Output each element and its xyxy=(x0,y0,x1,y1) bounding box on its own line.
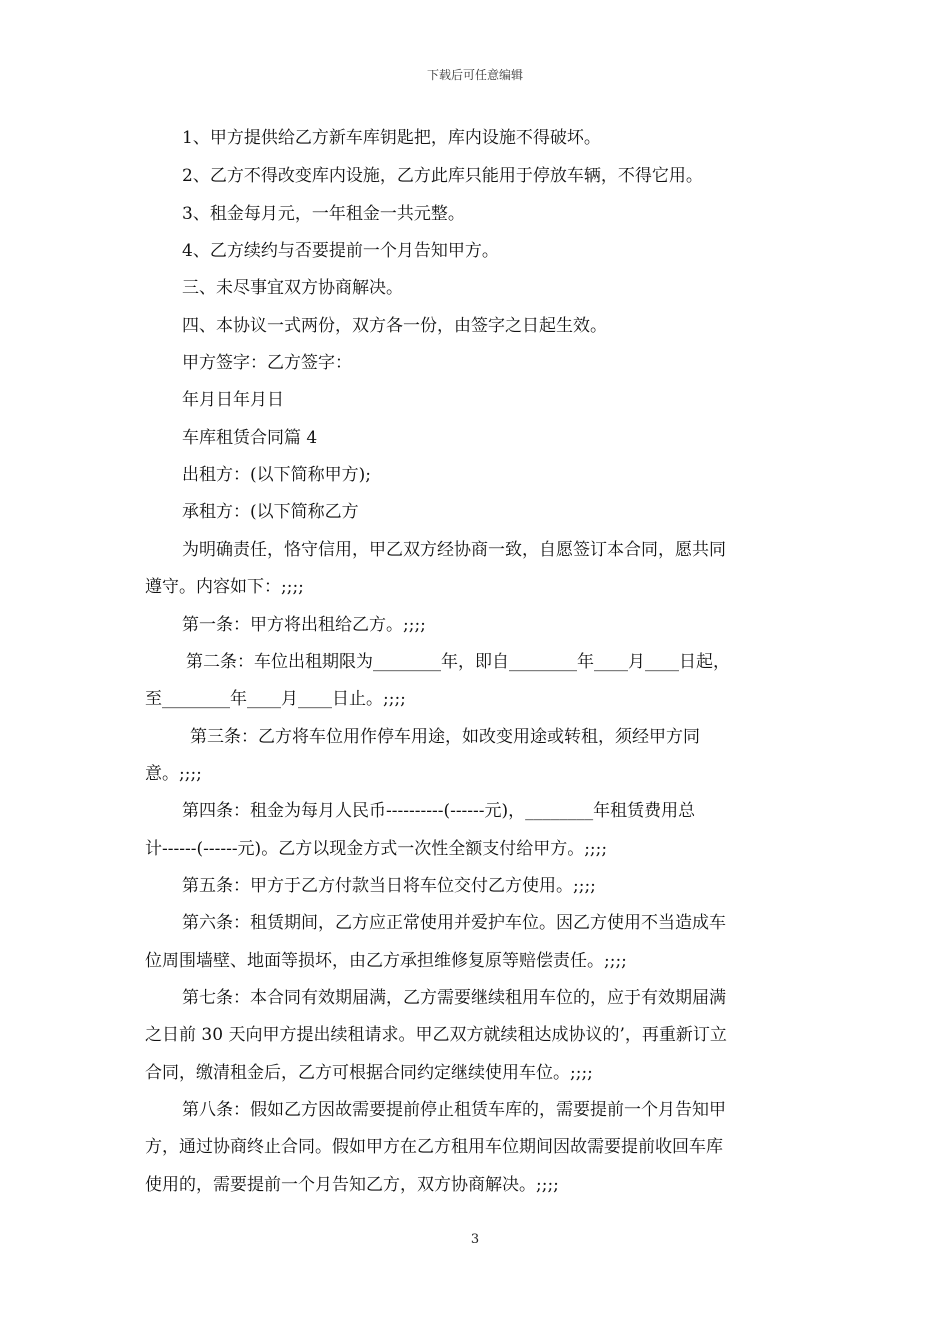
text-line: 承租方：(以下简称乙方 xyxy=(182,502,359,522)
text-line: 第七条：本合同有效期届满，乙方需要继续租用车位的，应于有效期届满 xyxy=(182,988,726,1008)
text-line: 出租方：(以下简称甲方); xyxy=(182,465,371,485)
page-header-note: 下载后可任意编辑 xyxy=(426,68,523,82)
text-line: 方，通过协商终止合同。假如甲方在乙方租用车位期间因故需要提前收回车库 xyxy=(145,1137,723,1157)
text-line: 4、乙方续约与否要提前一个月告知甲方。 xyxy=(182,241,499,261)
text-line: 1、甲方提供给乙方新车库钥匙把，库内设施不得破坏。 xyxy=(182,128,601,148)
text-line: 3、租金每月元，一年租金一共元整。 xyxy=(182,204,465,224)
text-line: 年月日年月日 xyxy=(182,390,284,410)
text-line: 2、乙方不得改变库内设施，乙方此库只能用于停放车辆，不得它用。 xyxy=(182,166,703,186)
text-line: 计------(------元)。乙方以现金方式一次性全额支付给甲方。;;;; xyxy=(145,839,608,859)
text-line: 第二条：车位出租期限为________年，即自________年____月____日起， xyxy=(186,652,730,672)
text-line: 意。;;;; xyxy=(145,764,202,784)
text-line: 四、本协议一式两份，双方各一份，由签字之日起生效。 xyxy=(182,316,607,336)
text-line: 三、未尽事宜双方协商解决。 xyxy=(182,278,403,298)
text-line: 位周围墙壁、地面等损坏，由乙方承担维修复原等赔偿责任。;;;; xyxy=(145,951,627,971)
text-line: 第五条：甲方于乙方付款当日将车位交付乙方使用。;;;; xyxy=(182,876,596,896)
text-line: 第六条：租赁期间，乙方应正常使用并爱护车位。因乙方使用不当造成车 xyxy=(182,913,726,933)
text-line: 之日前 30 天向甲方提出续租请求。甲乙双方就续租达成协议的’，再重新订立 xyxy=(145,1025,727,1045)
text-line: 第八条：假如乙方因故需要提前停止租赁车库的，需要提前一个月告知甲 xyxy=(182,1100,726,1120)
text-line: 为明确责任，恪守信用，甲乙双方经协商一致，自愿签订本合同，愿共同 xyxy=(182,540,726,560)
section-title: 车库租赁合同篇 4 xyxy=(182,428,318,448)
text-line: 第四条：租金为每月人民币----------(------元)，________年租赁费用总 xyxy=(182,801,696,821)
text-line: 第三条：乙方将车位用作停车用途，如改变用途或转租，须经甲方同 xyxy=(190,727,700,747)
text-line: 使用的，需要提前一个月告知乙方，双方协商解决。;;;; xyxy=(145,1175,559,1195)
text-line: 遵守。内容如下：;;;; xyxy=(145,577,304,597)
text-line: 甲方签字：乙方签字： xyxy=(182,353,352,373)
text-line: 合同，缴清租金后，乙方可根据合同约定继续使用车位。;;;; xyxy=(145,1063,593,1083)
text-line: 第一条：甲方将出租给乙方。;;;; xyxy=(182,615,426,635)
text-line: 至________年____月____日止。;;;; xyxy=(145,689,406,709)
page-number: 3 xyxy=(470,1232,480,1247)
